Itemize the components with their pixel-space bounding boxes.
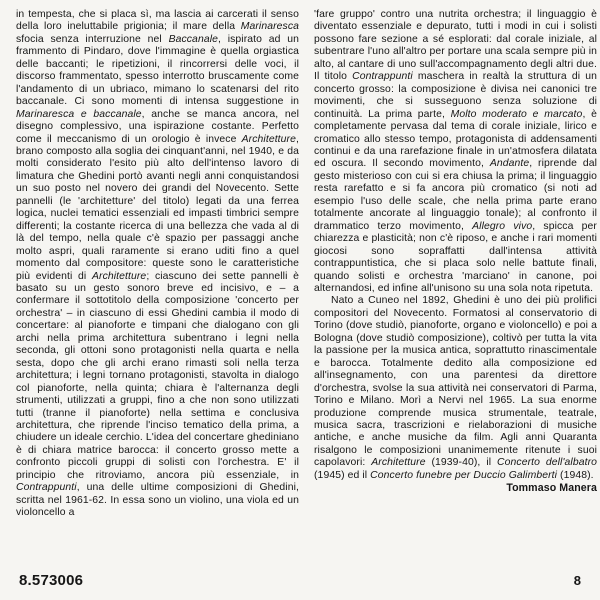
body-text: (1945) ed il: [314, 469, 371, 481]
body-text: , è completamente pervasa dal tema di corale iniziale, lirico e cromatico allo stesso tempo, protagonista di addensamenti continui e da una rarefazione finale in un'atmosfera dilatata ed oscura. Il secondo movimento,: [314, 108, 597, 170]
author-byline: Tommaso Manera: [506, 482, 597, 495]
text-column-left: [16, 9, 299, 520]
work-title-italic: Andante: [489, 158, 530, 170]
body-text: ; ciascuno dei sette pannelli è basato su un gesto sonoro breve ed incisivo, e – a confermare il sottotitolo della composizione 'concerto per orchestra' – in ciascuno di essi Ghedini cambia il modo di concertare: al pianoforte e timpani che dialogano con gli archi nella prima architettura subentrano i legni nella seconda, gli ottoni sono protagonisti nella quarta e nella sesta, dopo che gli archi erano rimasti soli nella terza architettura; i legni tornano protagonisti, stavolta in dialogo col pianoforte, nella quinta; chiara è l'alternanza degli strumenti, utilizzati a gruppi, fino a che non sono utilizzati tutti (tranne il pianoforte) nella settima e conclusiva architettura, che riprende l'inciso tematico della prima, a chiudere un ideale cerchio. L'idea del concertare ghediniano è di chiara matrice barocca: il concerto grosso mette a confronto piccoli gruppi di solisti con l'orchestra. E' il principio che ritroviamo, ancora più essenziale, in: [16, 270, 300, 481]
text-column-right: [314, 9, 597, 520]
body-text: 'fare gruppo' contro una nutrita orchestra; il linguaggio è diventato essenziale e depurato, tutti i modi in cui i solisti possono fare sezione a sé esplorati: dal corale iniziale, al subentrare l'uno all'altro per portare una scala sempre più in alto, al cantare di uno sull'accompagnamento degli altri due. Il titolo: [314, 9, 597, 83]
body-text: (1948).: [557, 469, 594, 481]
work-title-italic: Architetture: [371, 457, 426, 469]
body-text: , spicca per chiarezza e plasticità; non c'è riposo, e anche i rari momenti giocosi sono sopraffatti dall'intensa attività contrappuntistica, che si placa solo nelle battute finali, quando solisti e orchestra 'marciano' in canone, poi alternandosi, ed infine all'unisono su una sola nota ripetuta.: [314, 220, 597, 294]
work-title-italic: Architetture: [91, 270, 147, 282]
work-title-italic: Marinaresca: [240, 21, 299, 33]
paragraph: [314, 9, 597, 295]
body-text: Nato a Cuneo nel 1892, Ghedini è uno dei più prolifici compositori del Novecento. Formatosi al conservatorio di Torino (dove studiò, pianoforte, organo e violoncello) e poi a Bologna (dove studiò composizione), coltivò per tutta la vita la passione per la musica antica, soprattutto rinascimentale e barocca. Totalmente dedito alla composizione ed all'insegnamento, con una parentesi da direttore d'orchestra, svolse la sua attività nei conservatori di Parma, Torino e Milano. Morì a Nervi nel 1965. La sua enorme produzione comprende musica strumentale, teatrale, musica sacra, trascrizioni e rielaborazioni di musiche antiche, e anche musiche da film. Agli anni Quaranta risalgono le composizioni unanimemente ritenute i suoi capolavori:: [314, 295, 597, 469]
body-text: (1939-40), il: [425, 457, 498, 469]
work-title-italic: Contrappunti: [352, 71, 413, 83]
body-text: , brano composto alla soglia dei cinquant'anni, nel 1940, e da molti considerato l'esito più alto dell'intenso lavoro di limatura che Ghedini portò avanti negli anni conquistandosi un suo posto nel novero dei grandi del Novecento. Sette pannelli (le 'architetture' del titolo) legati da una ferrea logica, nuclei tematici essenziali ed impasti timbrici sempre differenti; la costante ricerca di una bellezza che vada al di là del tempo, nella quale c'è spazio per passaggi anche molto aspri, quali raramente si erano uditi fino a quel momento dal compositore: queste sono le caratteristiche più evidenti di: [16, 133, 299, 282]
paragraph: [16, 9, 299, 520]
text-columns: [16, 9, 597, 520]
body-text: maschera in realtà la struttura di un concerto grosso: la composizione è divisa nei canonici tre movimenti, che si susseguono senza soluzione di continuità. La prima parte,: [314, 71, 597, 120]
work-title-italic: Baccanale: [168, 33, 218, 45]
body-text: , anche se manca ancora, nel disegno complessivo, una ispirazione costante. Perfetto come il meccanismo di un orologio è invece: [16, 108, 299, 145]
body-text: , una delle ultime composizioni di Ghedini, scritta nel 1961-62. In essa sono un violino, una viola ed un violoncello a: [16, 482, 299, 519]
page-number: 8: [573, 573, 581, 588]
right-column-text: [314, 9, 597, 482]
body-text: , riprende dal gesto misterioso con cui si era chiusa la prima; il linguaggio resta rarefatto e si fa ancora più cromatico (si noti ad esempio l'uso delle scale, che nella prima parte erano totalmente ancorate al linguaggio tonale); al confronto il drammatico terzo movimento,: [314, 158, 597, 232]
work-title-italic: Molto moderato e marcato: [450, 108, 583, 120]
catalog-number: 8.573006: [19, 572, 84, 589]
body-text: sfocia senza interruzione nel: [16, 33, 169, 45]
paragraph: [314, 295, 597, 482]
work-title-italic: Contrappunti: [16, 482, 77, 494]
work-title-italic: Marinaresca e baccanale: [16, 108, 142, 120]
work-title-italic: Concerto funebre per Duccio Galimberti: [370, 469, 558, 481]
work-title-italic: Allegro vivo: [472, 220, 533, 232]
body-text: , ispirato ad un frammento di Pindaro, dove l'immagine è quella orgiastica delle baccanti; le ripetizioni, il rincorrersi delle voci, il discorso frammentato, spesso interrotto bruscamente come l'andamento di un ubriaco, mimano lo scatenarsi del rito baccanale. Ci sono momenti di intensa suggestione in: [16, 33, 299, 108]
work-title-italic: Architetture: [241, 133, 296, 145]
work-title-italic: Concerto dell'albatro: [497, 457, 598, 469]
body-text: in tempesta, che si placa sì, ma lascia ai carcerati il senso della loro ineluttabile prigionia; il mare della: [16, 9, 299, 33]
